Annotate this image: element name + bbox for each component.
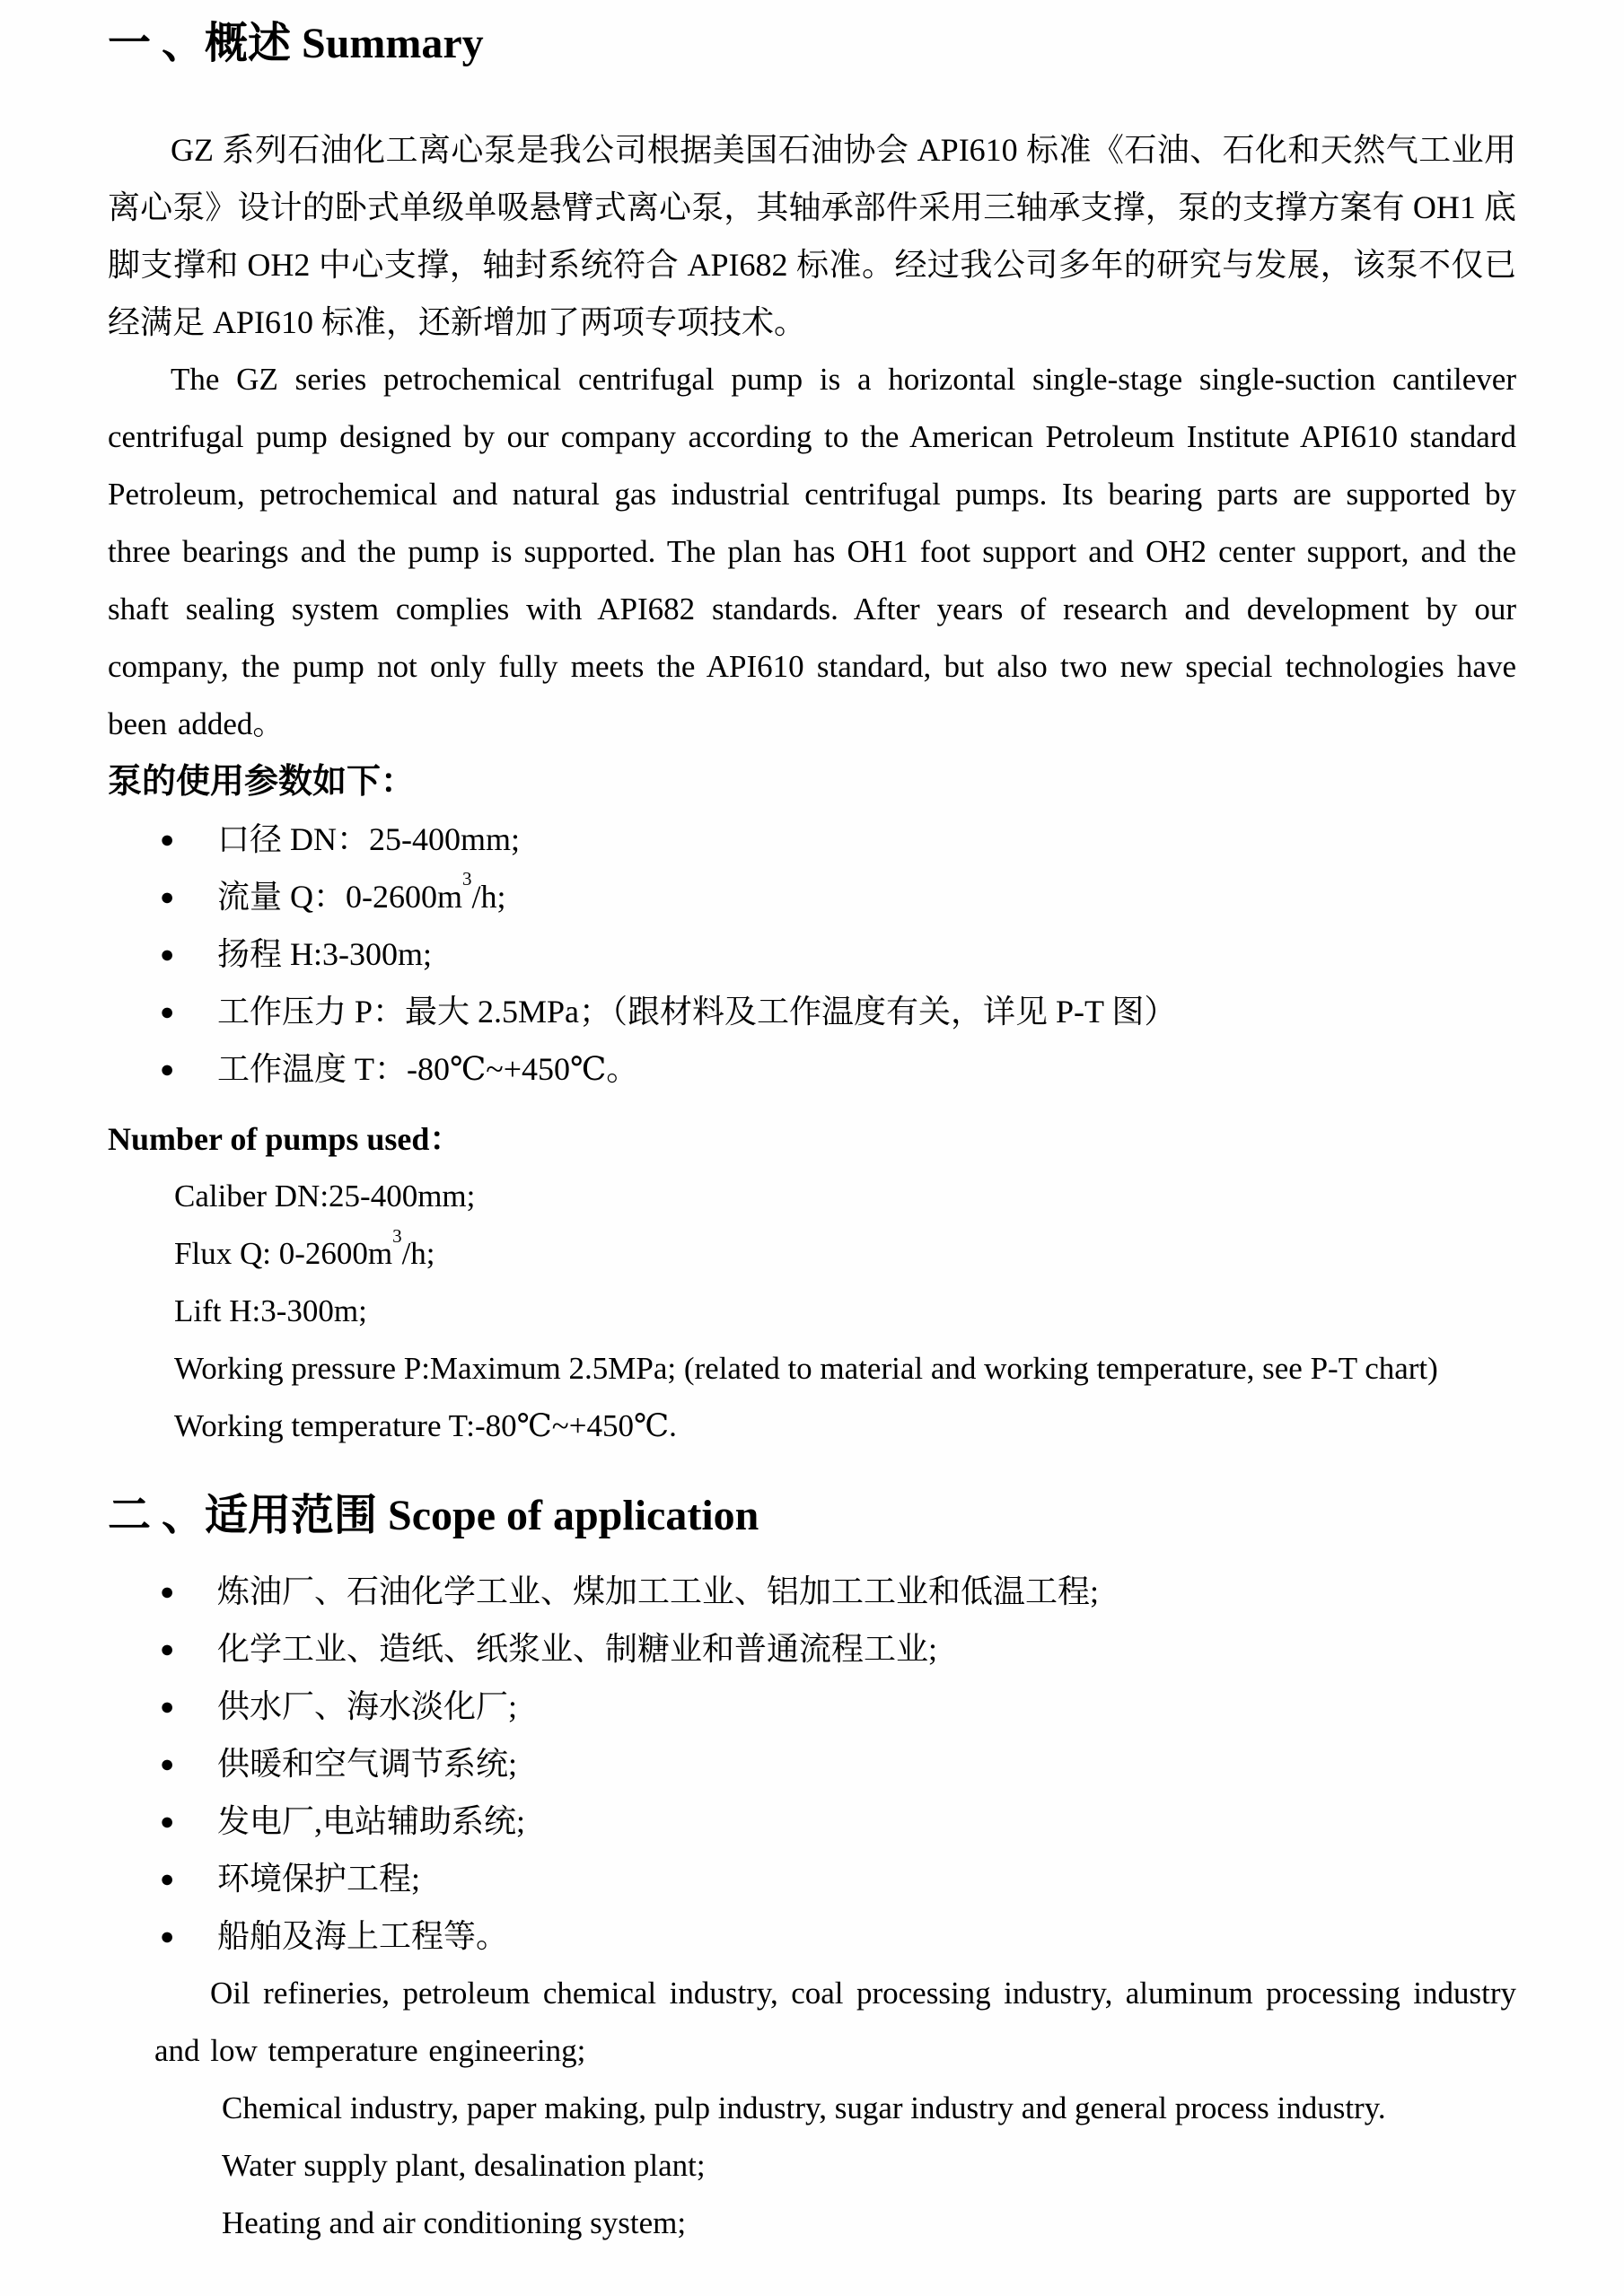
scope-paragraph-en-water: Water supply plant, desalination plant;	[222, 2148, 706, 2183]
bullet-icon: ●	[160, 1693, 175, 1720]
bullet-icon: ●	[160, 1865, 175, 1892]
param-item-flux-zh	[108, 868, 1516, 925]
param-text: 扬程 H:3-300m;	[217, 936, 432, 972]
param-text: 流量 Q：$0-2600m^3/h$;	[217, 868, 506, 915]
bullet-icon: ●	[160, 1808, 175, 1835]
bullet-icon: ●	[160, 1578, 175, 1605]
scope-paragraph-en-heating: Heating and air conditioning system;	[222, 2205, 687, 2240]
scope-text: 供水厂、海水淡化厂;	[217, 1688, 518, 1724]
superscript-3: 3	[392, 1224, 402, 1247]
bullet-icon: ●	[160, 1635, 175, 1662]
param-item-caliber-en: Caliber DN:25-400mm;	[174, 1179, 476, 1214]
summary-paragraph-zh: GZ 系列石油化工离心泵是我公司根据美国石油协会 API610 标准《石油、石化和天然气工业用离心泵》设计的卧式单级单吸悬臂式离心泵，其轴承部件采用三轴承支撑，泵的支撑方案有 OH1 底脚支撑和 OH2 中心支撑，轴封系统符合 API682 标准。经过我公司多年的研究与发展，该泵不仅已经满足 API610 标准，还新增加了两项专项技术。	[108, 132, 1516, 340]
pump-params-heading-zh: 泵的使用参数如下：	[108, 763, 416, 801]
pump-params-heading-en: Number of pumps used：	[108, 1121, 462, 1157]
scope-paragraph-en-refineries: Oil refineries, petroleum chemical industry, coal processing industry, aluminum processing industry and low temperature engineering;	[154, 1976, 1516, 2068]
summary-paragraph-en: The GZ series petrochemical centrifugal pump is a horizontal single-stage single-suction cantilever centrifugal pump designed by our company according to the American Petroleum Institute API610 standard Petroleum, petrochemical and natural gas industrial centrifugal pumps. Its bearing parts are supported by three bearings and the pump is supported. The plan has OH1 foot support and OH2 center support, and the shaft sealing system complies with API682 standards. After years of research and development by our company, the pump not only fully meets the API610 standard, but also two new special technologies have been added。	[108, 362, 1516, 741]
scope-item-environment	[108, 1850, 1516, 1907]
param-item-lift-en: Lift H:3-300m;	[174, 1293, 367, 1328]
bullet-icon: ●	[160, 883, 175, 910]
scope-text: 发电厂,电站辅助系统;	[217, 1803, 526, 1839]
scope-text: 炼油厂、石油化学工业、煤加工工业、铝加工工业和低温工程;	[217, 1573, 1100, 1609]
bullet-icon: ●	[160, 998, 175, 1025]
scope-text: 船舶及海上工程等。	[217, 1918, 509, 1954]
param-text: 口径 DN：25-400mm;	[217, 821, 520, 857]
param-item-caliber-zh	[108, 811, 1516, 868]
param-item-temperature-en: Working temperature T:-80℃~+450℃.	[174, 1408, 677, 1443]
section-1-heading: 一 、概述 Summary	[108, 20, 484, 67]
bullet-icon: ●	[160, 941, 175, 968]
param-item-lift-zh	[108, 925, 1516, 983]
scope-text: 供暖和空气调节系统;	[217, 1746, 518, 1782]
param-text: 工作温度 T：-80℃~+450℃。	[217, 1051, 639, 1087]
scope-list-zh	[108, 1563, 1516, 1965]
scope-item-refineries	[108, 1563, 1516, 1620]
pump-params-list-en	[108, 1168, 1516, 1455]
scope-item-marine	[108, 1907, 1516, 1965]
superscript-3: 3	[462, 868, 472, 890]
scope-item-water	[108, 1678, 1516, 1735]
scope-text: 化学工业、造纸、纸浆业、制糖业和普通流程工业;	[217, 1631, 938, 1667]
section-2-heading: 二 、适用范围 Scope of application	[108, 1492, 759, 1539]
param-text: 工作压力 P：最大 2.5MPa；（跟材料及工作温度有关，详见 P-T 图）	[217, 994, 1177, 1030]
bullet-icon: ●	[160, 1056, 175, 1082]
param-item-temperature-zh	[108, 1040, 1516, 1098]
scope-text: 环境保护工程;	[217, 1861, 421, 1897]
param-item-pressure-en: Working pressure P:Maximum 2.5MPa; (related to material and working temperature, see P-T chart)	[174, 1351, 1438, 1386]
pump-params-list-zh	[108, 811, 1516, 1098]
scope-item-chemical	[108, 1620, 1516, 1678]
param-item-flux-en: Flux Q: $0-2600m^3/h$;	[174, 1224, 435, 1271]
scope-paragraph-en-chemical: Chemical industry, paper making, pulp industry, sugar industry and general process industry.	[222, 2090, 1386, 2125]
bullet-icon: ●	[160, 1923, 175, 1950]
bullet-icon: ●	[160, 826, 175, 853]
bullet-icon: ●	[160, 1750, 175, 1777]
scope-item-power	[108, 1792, 1516, 1850]
scope-item-heating	[108, 1735, 1516, 1792]
param-item-pressure-zh	[108, 983, 1516, 1040]
